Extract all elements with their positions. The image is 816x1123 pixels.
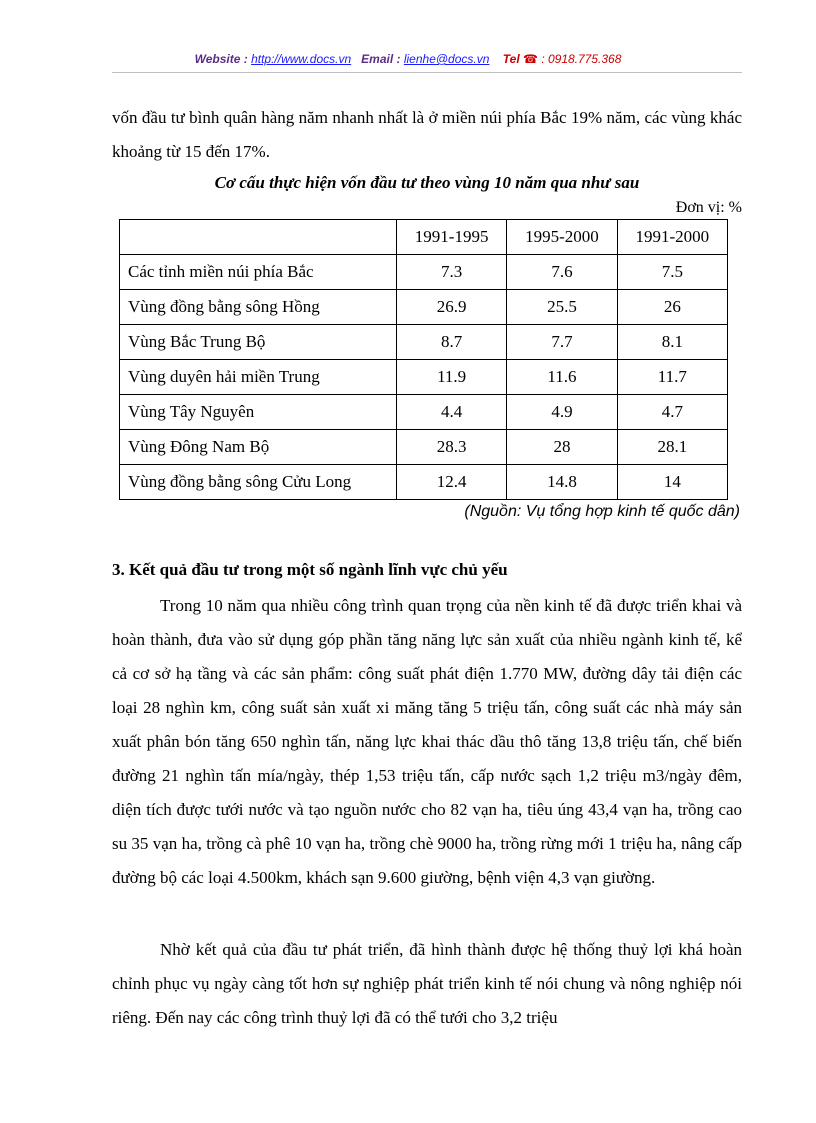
region-name: Vùng đồng bằng sông Hồng — [120, 290, 397, 325]
header-divider — [112, 72, 742, 73]
body-paragraph: Nhờ kết quả của đầu tư phát triển, đã hình thành được hệ thống thuỷ lợi khá hoàn chỉnh phục vụ ngày càng tốt hơn sự nghiệp phát triển kinh tế nói chung và nông nghiệp nói riêng. Đến nay các công trình thuỷ lợi đã có thể tưới cho 3,2 triệu — [112, 940, 742, 1027]
table-row — [120, 465, 728, 500]
table-row — [120, 430, 728, 465]
region-name: Vùng Bắc Trung Bộ — [120, 325, 397, 360]
value-cell: 7.6 — [507, 255, 617, 290]
header-cell: 1991-2000 — [617, 220, 727, 255]
email-label: Email : — [361, 52, 401, 66]
email-link[interactable]: lienhe@docs.vn — [403, 52, 490, 66]
region-name: Vùng Đông Nam Bộ — [120, 430, 397, 465]
header-cell: 1995-2000 — [507, 220, 617, 255]
website-link[interactable]: http://www.docs.vn — [251, 52, 352, 66]
region-name: Vùng duyên hải miền Trung — [120, 360, 397, 395]
value-cell: 4.7 — [617, 395, 727, 430]
value-cell: 7.3 — [396, 255, 506, 290]
value-cell: 14 — [617, 465, 727, 500]
value-cell: 25.5 — [507, 290, 617, 325]
value-cell: 26 — [617, 290, 727, 325]
table-row — [120, 290, 728, 325]
investment-structure-table — [119, 219, 728, 500]
header-cell: 1991-1995 — [396, 220, 506, 255]
value-cell: 11.7 — [617, 360, 727, 395]
table-row — [120, 395, 728, 430]
value-cell: 7.5 — [617, 255, 727, 290]
page-header — [0, 52, 816, 66]
table-caption: Cơ cấu thực hiện vốn đầu tư theo vùng 10 năm qua như sau — [214, 173, 640, 192]
value-cell: 8.7 — [396, 325, 506, 360]
table-row — [120, 325, 728, 360]
value-cell: 28.1 — [617, 430, 727, 465]
value-cell: 4.9 — [507, 395, 617, 430]
value-cell: 8.1 — [617, 325, 727, 360]
tel-number: : 0918.775.368 — [541, 52, 622, 66]
body-paragraph: Trong 10 năm qua nhiều công trình quan trọng của nền kinh tế đã được triển khai và hoàn thành, đưa vào sử dụng góp phần tăng năng lực sản xuất của nhiều ngành kinh tế, kể cả cơ sở hạ tầng và các sản phẩm: công suất phát điện 1.770 MW, đường dây tải điện các loại 28 nghìn km, công suất sản xuất xi măng tăng 5 triệu tấn, công suất các nhà máy sản xuất phân bón tăng 650 nghìn tấn, năng lực khai thác dầu thô tăng 13,8 triệu tấn, chế biến đường 21 nghìn tấn mía/ngày, thép 1,53 triệu tấn, cấp nước sạch 1,2 triệu m3/ngày đêm, diện tích được tưới nước và tạo nguồn nước cho 82 vạn ha, tiêu úng 43,4 vạn ha, trồng cao su 35 vạn ha, trồng cà phê 10 vạn ha, trồng chè 9000 ha, trồng rừng mới 1 triệu ha, nâng cấp đường bộ các loại 4.500km, khách sạn 9.600 giường, bệnh viện 4,3 vạn giường. — [112, 596, 742, 887]
table-row — [120, 360, 728, 395]
tel-label: Tel — [502, 52, 520, 66]
source-note: (Nguồn: Vụ tổng hợp kinh tế quốc dân) — [464, 503, 740, 520]
table-header-row — [120, 220, 728, 255]
table-row — [120, 255, 728, 290]
header-cell — [120, 220, 397, 255]
section-heading: 3. Kết quả đầu tư trong một số ngành lĩnh vực chủ yếu — [112, 560, 508, 579]
value-cell: 4.4 — [396, 395, 506, 430]
region-name: Các tỉnh miền núi phía Bắc — [120, 255, 397, 290]
value-cell: 28.3 — [396, 430, 506, 465]
value-cell: 11.9 — [396, 360, 506, 395]
value-cell: 14.8 — [507, 465, 617, 500]
value-cell: 12.4 — [396, 465, 506, 500]
value-cell: 28 — [507, 430, 617, 465]
region-name: Vùng đồng bằng sông Cửu Long — [120, 465, 397, 500]
value-cell: 11.6 — [507, 360, 617, 395]
intro-paragraph: vốn đầu tư bình quân hàng năm nhanh nhất là ở miền núi phía Bắc 19% năm, các vùng khác khoảng từ 15 đến 17%. — [112, 108, 742, 161]
region-name: Vùng Tây Nguyên — [120, 395, 397, 430]
value-cell: 7.7 — [507, 325, 617, 360]
phone-icon: ☎ — [523, 52, 538, 66]
website-label: Website : — [194, 52, 248, 66]
unit-label: Đơn vị: % — [675, 199, 742, 216]
value-cell: 26.9 — [396, 290, 506, 325]
